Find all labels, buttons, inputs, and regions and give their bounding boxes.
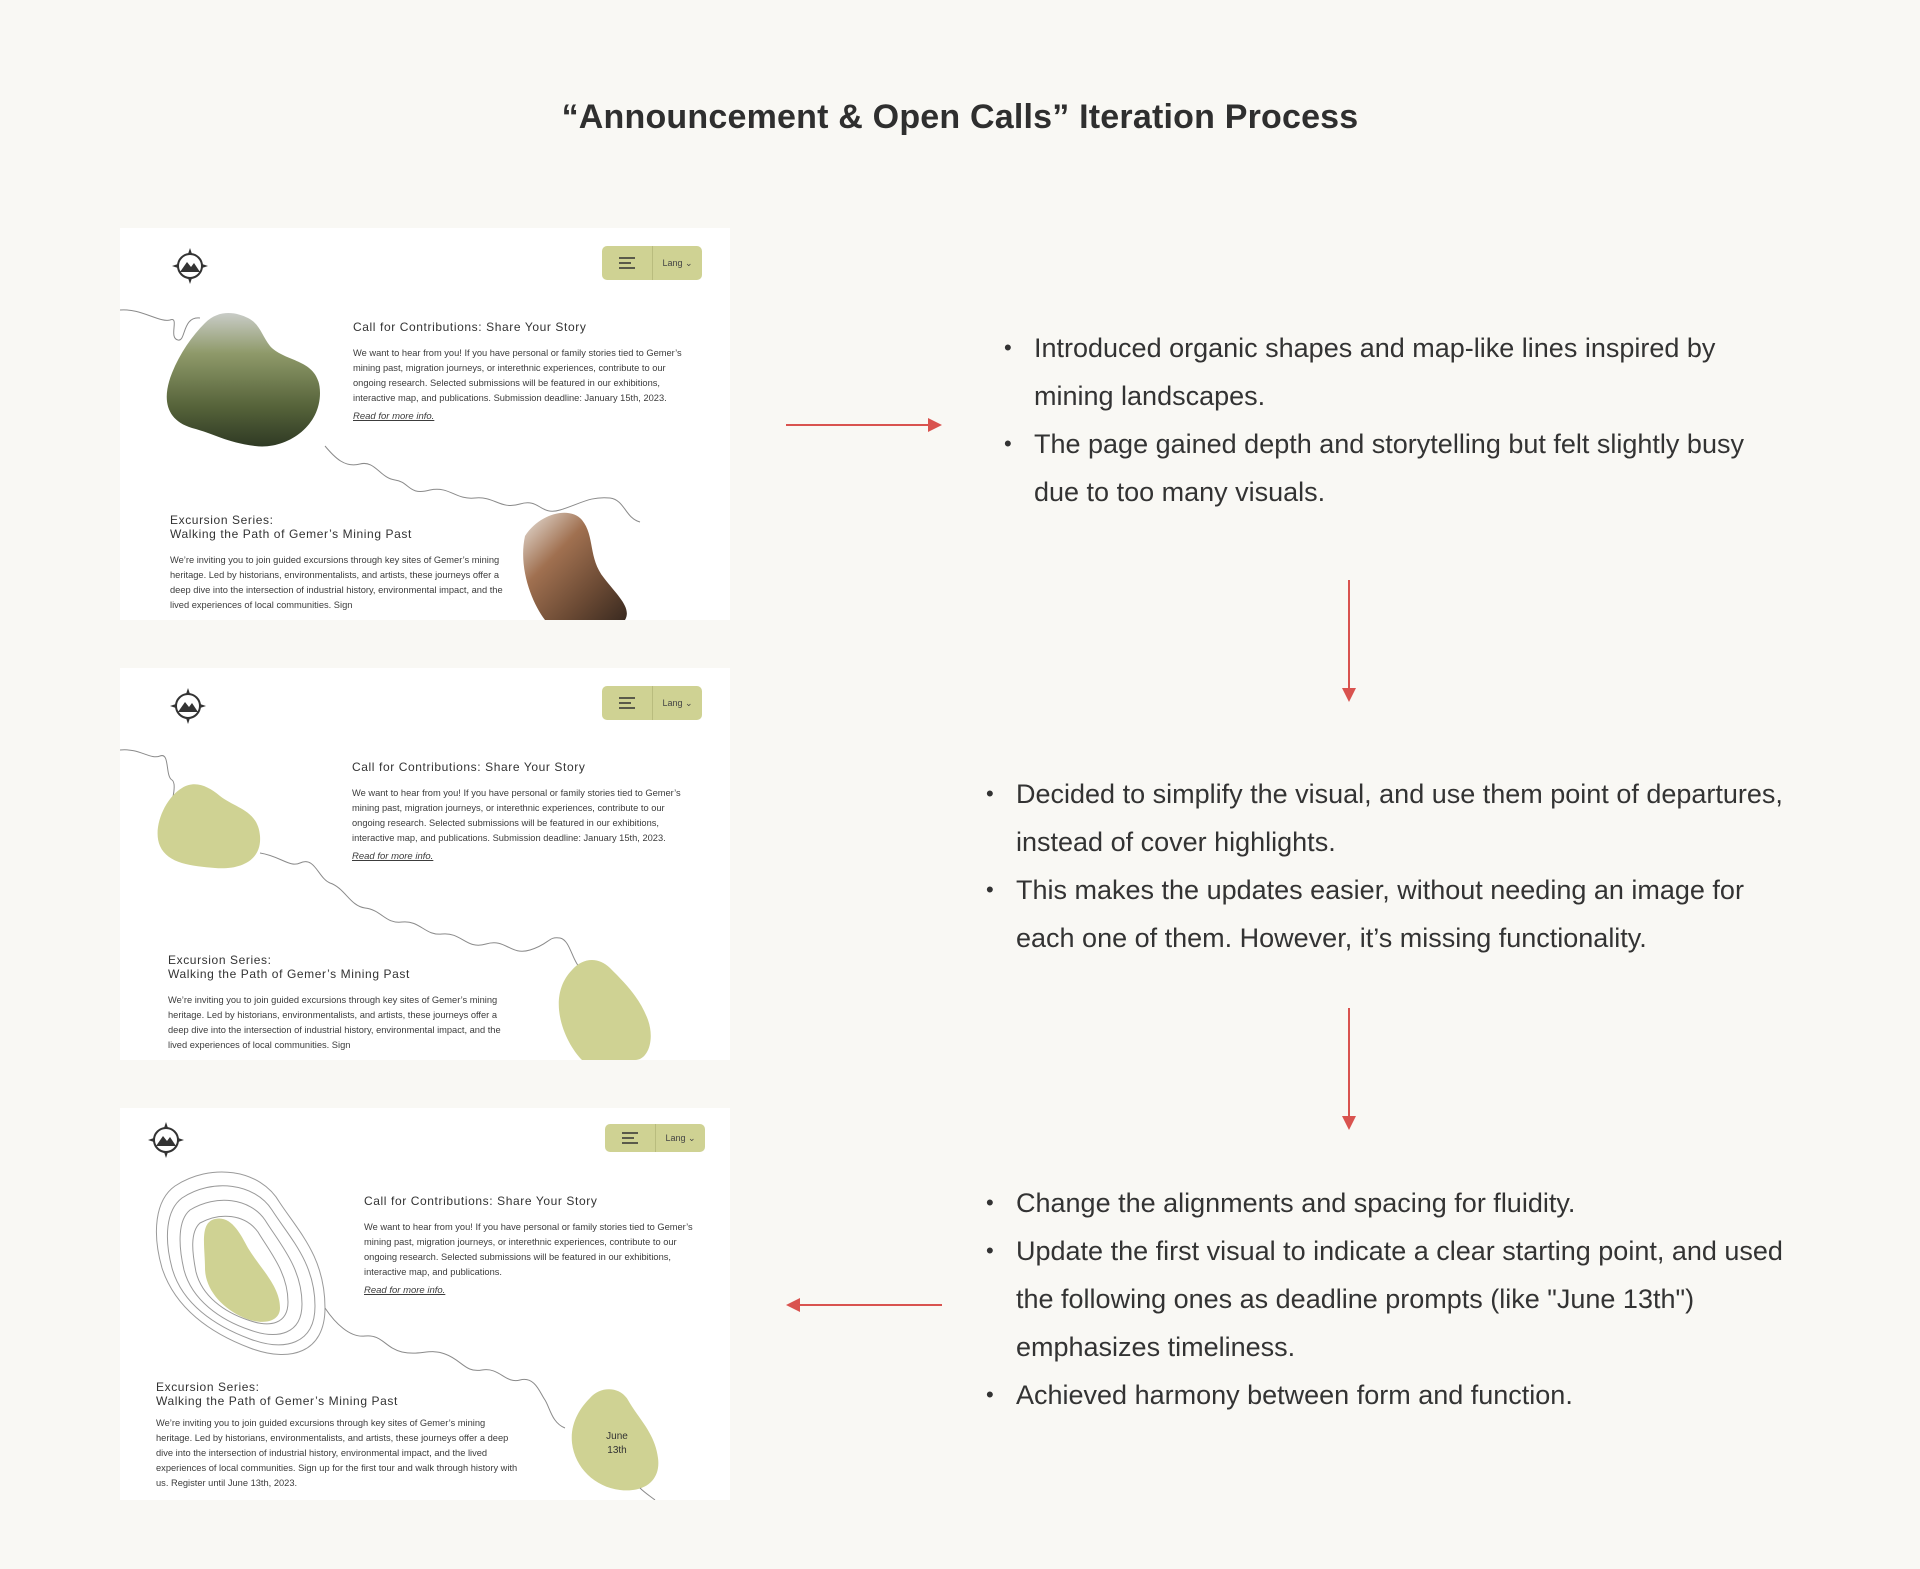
excursion-body: We’re inviting you to join guided excursions through key sites of Gemer’s mining heritage. Led by historians, environmentalists, and artists, these journeys offer a deep dive into the intersection of industrial history, environmental impact, and the lived experiences of local communities. Sign — [170, 555, 503, 610]
call-title: Call for Contributions: Share Your Story — [364, 1194, 598, 1208]
call-for-contributions — [353, 320, 698, 424]
deadline-prompt: June 13th — [606, 1431, 628, 1456]
excursion-series — [168, 953, 518, 1053]
call-for-contributions — [352, 760, 697, 864]
iteration-1-mockup — [120, 228, 730, 620]
compass-logo-icon[interactable] — [146, 1120, 186, 1160]
call-body: We want to hear from you! If you have personal or family stories tied to Gemer’s mining past, migration journeys, or interethnic experiences, contribute to our ongoing research. Selected submissions will be featured in our exhibitions, interactive map, and publications. — [364, 1222, 693, 1277]
notes-iteration-1 — [1004, 324, 1794, 516]
call-title: Call for Contributions: Share Your Story — [352, 760, 586, 774]
hamburger-icon — [618, 696, 636, 710]
excursion-series — [170, 513, 520, 613]
note-item: • Decided to simplify the visual, and use them point of departures, instead of cover highlights. — [986, 770, 1796, 866]
note-item: • This makes the updates easier, without needing an image for each one of them. However, it’s missing functionality. — [986, 866, 1796, 962]
note-item: • Introduced organic shapes and map-like lines inspired by mining landscapes. — [1004, 324, 1794, 420]
excursion-subtitle: Walking the Path of Gemer’s Mining Past — [168, 967, 410, 981]
excursion-subtitle: Walking the Path of Gemer’s Mining Past — [156, 1394, 398, 1408]
menu-button[interactable] — [605, 1124, 656, 1152]
excursion-body: We’re inviting you to join guided excursions through key sites of Gemer’s mining heritage. Led by historians, environmentalists, and artists, these journeys offer a deep dive into the intersection of industrial history, environmental impact, and the lived experiences of local communities. Sign — [168, 995, 501, 1050]
arrow-right-icon — [784, 410, 944, 440]
nav-pill — [602, 246, 702, 280]
notes-iteration-2 — [986, 770, 1796, 962]
excursion-title: Excursion Series: — [170, 513, 274, 527]
excursion-title: Excursion Series: — [168, 953, 272, 967]
call-for-contributions — [364, 1194, 694, 1298]
excursion-body: We’re inviting you to join guided excursions through key sites of Gemer’s mining heritage. Led by historians, environmentalists, and artists, these journeys offer a deep dive into the intersection of industrial history, environmental impact, and the lived experiences of local communities. Sign up for the first tour and walk through history with us. Register until June 13th, 2023. — [156, 1418, 518, 1488]
note-item: • Achieved harmony between form and function. — [986, 1371, 1816, 1419]
language-selector[interactable]: Lang ⌄ — [665, 1132, 696, 1143]
call-body: We want to hear from you! If you have personal or family stories tied to Gemer’s mining past, migration journeys, or interethnic experiences, contribute to our ongoing research. Selected submissions will be featured in our exhibitions, interactive map, and publications. Submission deadline: January 15th, 2023. — [352, 788, 681, 843]
railway-photo-shape — [523, 513, 627, 620]
read-more-link[interactable]: Read for more info. — [352, 851, 434, 862]
blob-shape — [559, 960, 651, 1060]
nav-pill — [602, 686, 702, 720]
call-body: We want to hear from you! If you have personal or family stories tied to Gemer’s mining past, migration journeys, or interethnic experiences, contribute to our ongoing research. Selected submissions will be featured in our exhibitions, interactive map, and publications. Submission deadline: January 15th, 2023. — [353, 348, 682, 403]
compass-logo-icon[interactable] — [168, 686, 208, 726]
note-item: • Update the first visual to indicate a clear starting point, and used the following ones as deadline prompts (like "June 13th") emphasizes timeliness. — [986, 1227, 1816, 1371]
starting-point-blob — [204, 1219, 280, 1322]
menu-button[interactable] — [602, 246, 653, 280]
blob-shape — [158, 784, 261, 868]
read-more-link[interactable]: Read for more info. — [353, 411, 435, 422]
arrow-down-icon — [1334, 578, 1364, 704]
excursion-title: Excursion Series: — [156, 1380, 260, 1394]
landscape-photo-shape — [167, 313, 320, 446]
hamburger-icon — [618, 256, 636, 270]
iteration-3-mockup — [120, 1108, 730, 1500]
arrow-down-icon — [1334, 1006, 1364, 1132]
hamburger-icon — [621, 1131, 639, 1145]
arrow-left-icon — [784, 1290, 944, 1320]
notes-iteration-3 — [986, 1179, 1816, 1419]
language-selector[interactable]: Lang ⌄ — [662, 257, 693, 268]
note-item: • The page gained depth and storytelling but felt slightly busy due to too many visuals. — [1004, 420, 1794, 516]
compass-logo-icon[interactable] — [170, 246, 210, 286]
call-title: Call for Contributions: Share Your Story — [353, 320, 587, 334]
nav-pill — [605, 1124, 705, 1152]
language-selector[interactable]: Lang ⌄ — [662, 697, 693, 708]
excursion-subtitle: Walking the Path of Gemer’s Mining Past — [170, 527, 412, 541]
page-title: “Announcement & Open Calls” Iteration Process — [561, 98, 1359, 136]
note-item: • Change the alignments and spacing for fluidity. — [986, 1179, 1816, 1227]
excursion-series — [156, 1380, 521, 1491]
read-more-link[interactable]: Read for more info. — [364, 1285, 446, 1296]
menu-button[interactable] — [602, 686, 653, 720]
iteration-2-mockup — [120, 668, 730, 1060]
